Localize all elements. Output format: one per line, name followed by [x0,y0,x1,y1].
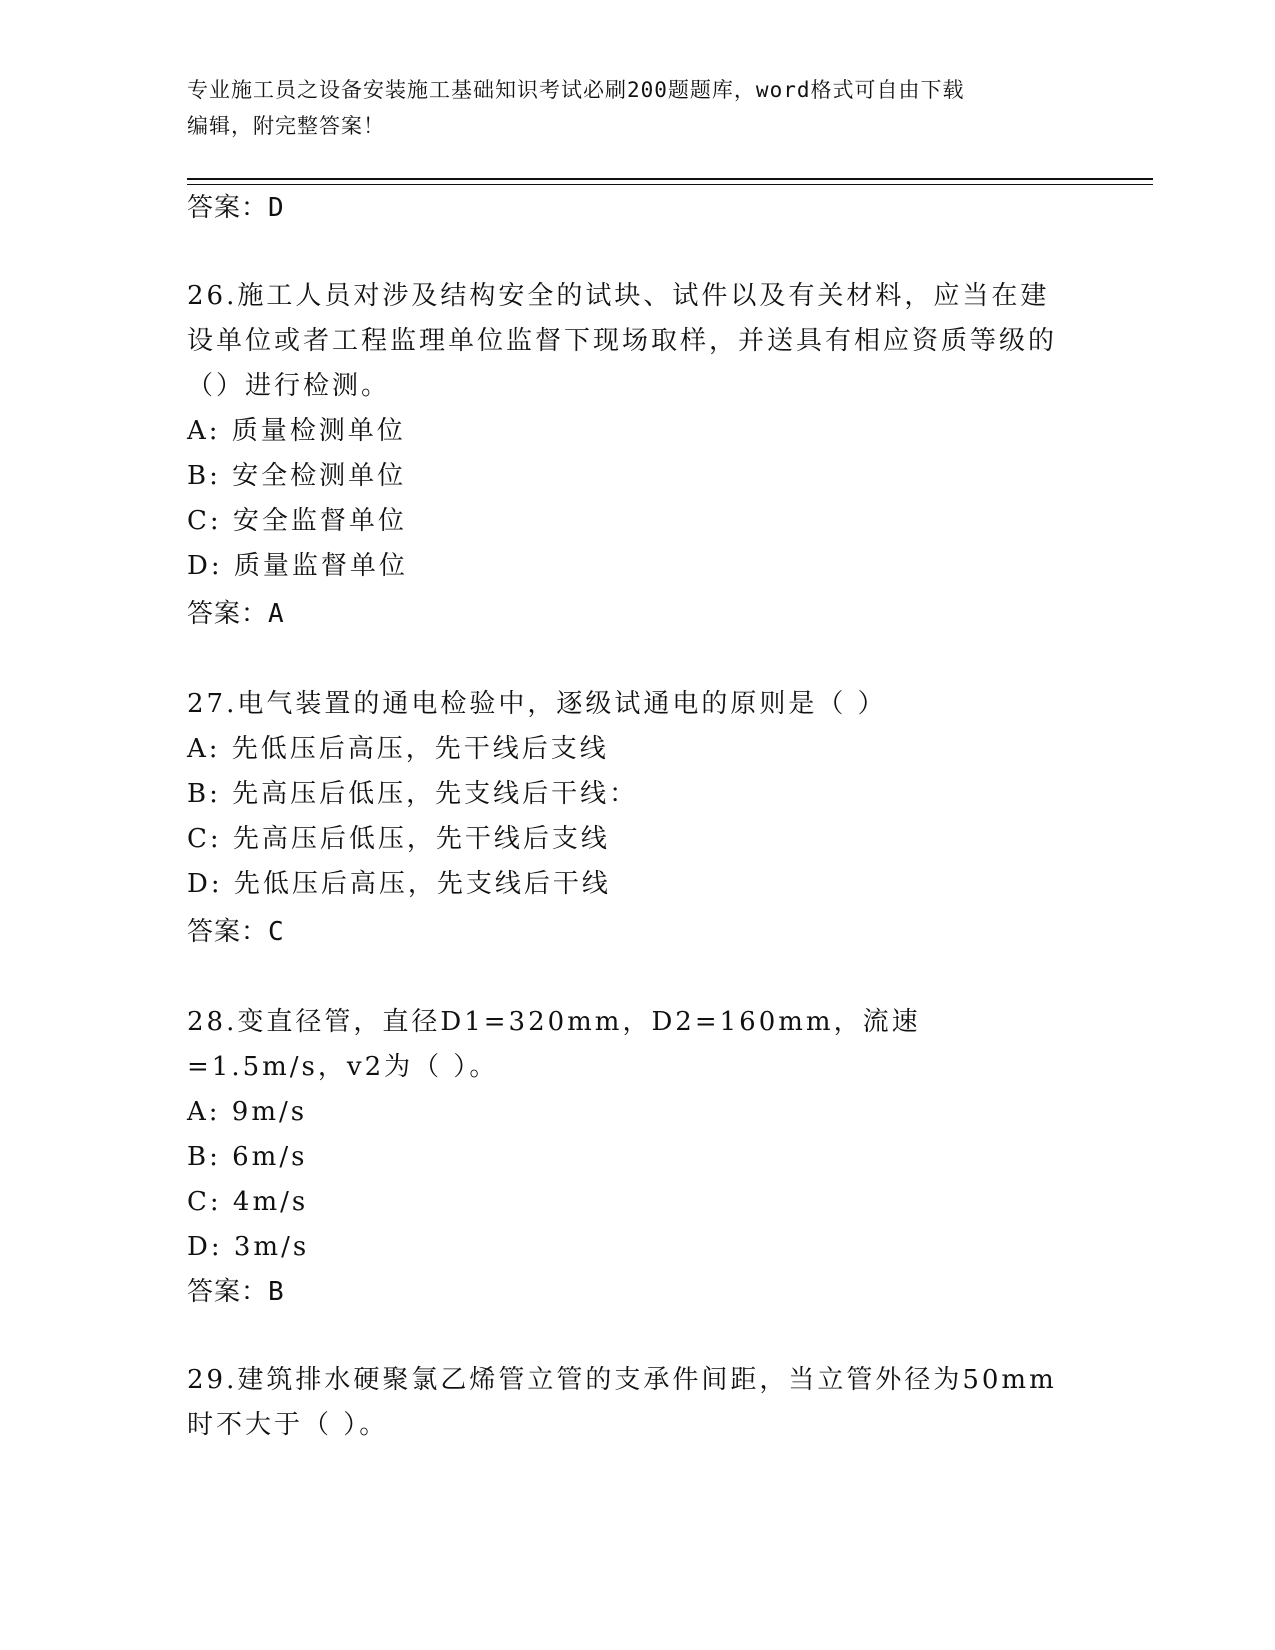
option-b: B: 先高压后低压，先支线后干线： [187,779,639,809]
header-divider-thick [187,178,1153,180]
question-stem: 29.建筑排水硬聚氯乙烯管立管的支承件间距，当立管外径为50mm时不大于（ ）。 [187,1365,1057,1440]
answer-28: 答案：B [187,1277,285,1307]
question-29 [187,1358,1067,1448]
question-28 [187,1000,1067,1270]
question-stem: 28.变直径管，直径D1=320mm，D2=160mm，流速=1.5m/s，v2为（ ）。 [187,1007,921,1082]
header-line-1: 专业施工员之设备安装施工基础知识考试必刷200题题库，word格式可自由下载 [187,78,965,102]
header-divider-thin [187,184,1153,185]
option-a: A: 质量检测单位 [187,416,406,446]
option-d: D: 质量监督单位 [187,551,408,581]
question-27 [187,682,1067,907]
document-header [187,72,1087,144]
option-d: D: 3m/s [187,1232,310,1262]
question-stem: 27.电气装置的通电检验中，逐级试通电的原则是（ ） [187,689,887,719]
option-c: C: 先高压后低压，先干线后支线 [187,824,610,854]
option-d: D: 先低压后高压，先支线后干线 [187,869,611,899]
previous-answer: 答案：D [187,193,285,223]
answer-27: 答案：C [187,917,285,947]
option-a: A: 9m/s [187,1097,308,1127]
option-c: C: 4m/s [187,1187,309,1217]
option-a: A: 先低压后高压，先干线后支线 [187,734,609,764]
question-stem: 26.施工人员对涉及结构安全的试块、试件以及有关材料，应当在建设单位或者工程监理单位监督下现场取样，并送具有相应资质等级的（）进行检测。 [187,281,1058,401]
question-26 [187,274,1067,589]
option-c: C: 安全监督单位 [187,506,407,536]
header-line-2: 编辑，附完整答案！ [187,114,385,138]
option-b: B: 6m/s [187,1142,308,1172]
answer-26: 答案：A [187,599,285,629]
option-b: B: 安全检测单位 [187,461,407,491]
